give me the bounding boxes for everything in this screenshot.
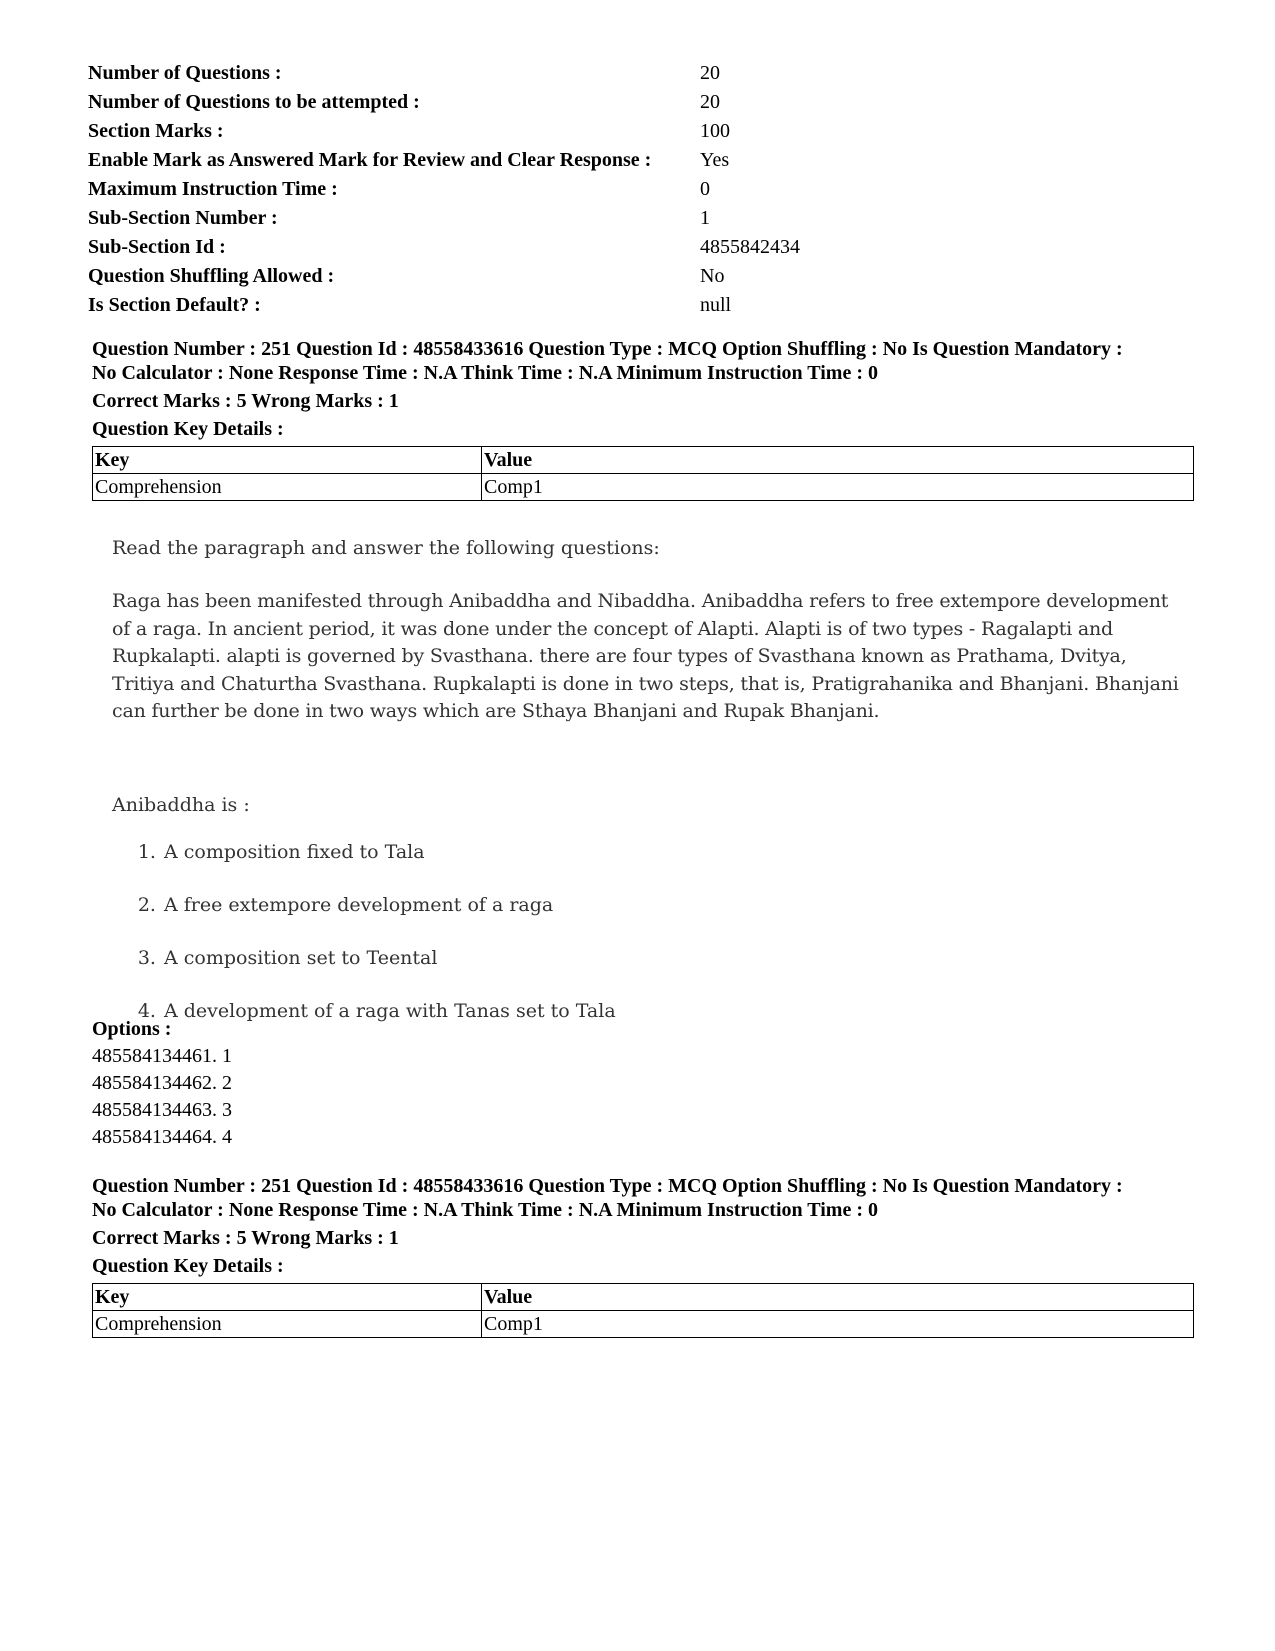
- table-row: [93, 1311, 1194, 1338]
- passage-instruction: Read the paragraph and answer the following questions:: [112, 537, 660, 559]
- section-info-row: [88, 175, 800, 204]
- section-info-row: [88, 146, 800, 175]
- table-row: [93, 474, 1194, 501]
- info-value: Yes: [700, 149, 730, 171]
- choice-list: [112, 839, 1192, 1051]
- info-label: Sub-Section Number :: [88, 207, 278, 229]
- table-header-row: [93, 447, 1194, 474]
- question-meta-line: Question Number : 251 Question Id : 48558433616 Question Type : MCQ Option Shuffling : No Is Question Mandatory :: [92, 338, 1123, 360]
- key-details-label: Question Key Details :: [92, 418, 284, 440]
- info-label: Maximum Instruction Time :: [88, 178, 338, 200]
- table-cell-value: Comp1: [482, 1311, 1194, 1338]
- choice-item: 4. A development of a raga with Tanas set to Tala: [162, 998, 1192, 1051]
- key-details-label: Question Key Details :: [92, 1255, 284, 1277]
- info-label: Enable Mark as Answered Mark for Review and Clear Response :: [88, 149, 652, 171]
- choice-item: 2. A free extempore development of a raga: [162, 892, 1192, 945]
- question-header-block: [92, 1174, 1202, 1338]
- options-title: Options :: [92, 1018, 172, 1040]
- info-label: Sub-Section Id :: [88, 236, 226, 258]
- comprehension-passage: [112, 535, 1192, 1051]
- key-details-table: [92, 1283, 1194, 1338]
- table-header-value: Value: [482, 1284, 1194, 1311]
- section-info-row: [88, 117, 800, 146]
- section-info-row: [88, 262, 800, 291]
- marks-line: Correct Marks : 5 Wrong Marks : 1: [92, 1227, 399, 1249]
- section-info-row: [88, 59, 800, 88]
- info-value: 20: [700, 91, 720, 113]
- info-label: Is Section Default? :: [88, 294, 261, 316]
- table-header-row: [93, 1284, 1194, 1311]
- question-header-block: [92, 337, 1202, 501]
- info-value: 1: [700, 207, 710, 229]
- option-row: 485584134462. 2: [92, 1072, 232, 1094]
- option-row: 485584134461. 1: [92, 1045, 232, 1067]
- section-info-row: [88, 233, 800, 262]
- question-stem: Anibaddha is :: [112, 793, 250, 816]
- question-meta-line: No Calculator : None Response Time : N.A Think Time : N.A Minimum Instruction Time : 0: [92, 1199, 878, 1221]
- info-label: Section Marks :: [88, 120, 224, 142]
- info-value: 100: [700, 120, 730, 142]
- options-list: [92, 1015, 232, 1151]
- table-cell-value: Comp1: [482, 474, 1194, 501]
- section-info-row: [88, 88, 800, 117]
- table-header-key: Key: [93, 1284, 482, 1311]
- info-label: Number of Questions :: [88, 62, 282, 84]
- info-value: null: [700, 294, 732, 316]
- section-info-row: [88, 291, 800, 320]
- choice-item: 3. A composition set to Teental: [162, 945, 1192, 998]
- info-value: No: [700, 265, 725, 287]
- key-details-table: [92, 446, 1194, 501]
- table-cell-key: Comprehension: [93, 474, 482, 501]
- info-value: 4855842434: [700, 236, 800, 258]
- table-header-value: Value: [482, 447, 1194, 474]
- option-row: 485584134463. 3: [92, 1099, 232, 1121]
- info-value: 20: [700, 62, 720, 84]
- info-value: 0: [700, 178, 710, 200]
- passage-paragraph: Raga has been manifested through Anibaddha and Nibaddha. Anibaddha refers to free extempore development of a raga. In ancient period, it was done under the concept of Alapti. Alapti is of two types - Ragalapti and Rupkalapti. alapti is governed by Svasthana. there are four types of Svasthana known as Prathama, Dvitya, Tritiya and Chaturtha Svasthana. Rupkalapti is done in two steps, that is, Pratigrahanika and Bhanjani. Bhanjani can further be done in two ways which are Sthaya Bhanjani and Rupak Bhanjani.: [112, 590, 1179, 722]
- question-meta-line: No Calculator : None Response Time : N.A Think Time : N.A Minimum Instruction Time : 0: [92, 362, 878, 384]
- section-info-row: [88, 204, 800, 233]
- section-info: [88, 59, 800, 320]
- table-cell-key: Comprehension: [93, 1311, 482, 1338]
- option-row: 485584134464. 4: [92, 1126, 232, 1148]
- question-meta-line: Question Number : 251 Question Id : 48558433616 Question Type : MCQ Option Shuffling : No Is Question Mandatory :: [92, 1175, 1123, 1197]
- marks-line: Correct Marks : 5 Wrong Marks : 1: [92, 390, 399, 412]
- info-label: Question Shuffling Allowed :: [88, 265, 335, 287]
- choice-item: 1. A composition fixed to Tala: [162, 839, 1192, 892]
- table-header-key: Key: [93, 447, 482, 474]
- info-label: Number of Questions to be attempted :: [88, 91, 420, 113]
